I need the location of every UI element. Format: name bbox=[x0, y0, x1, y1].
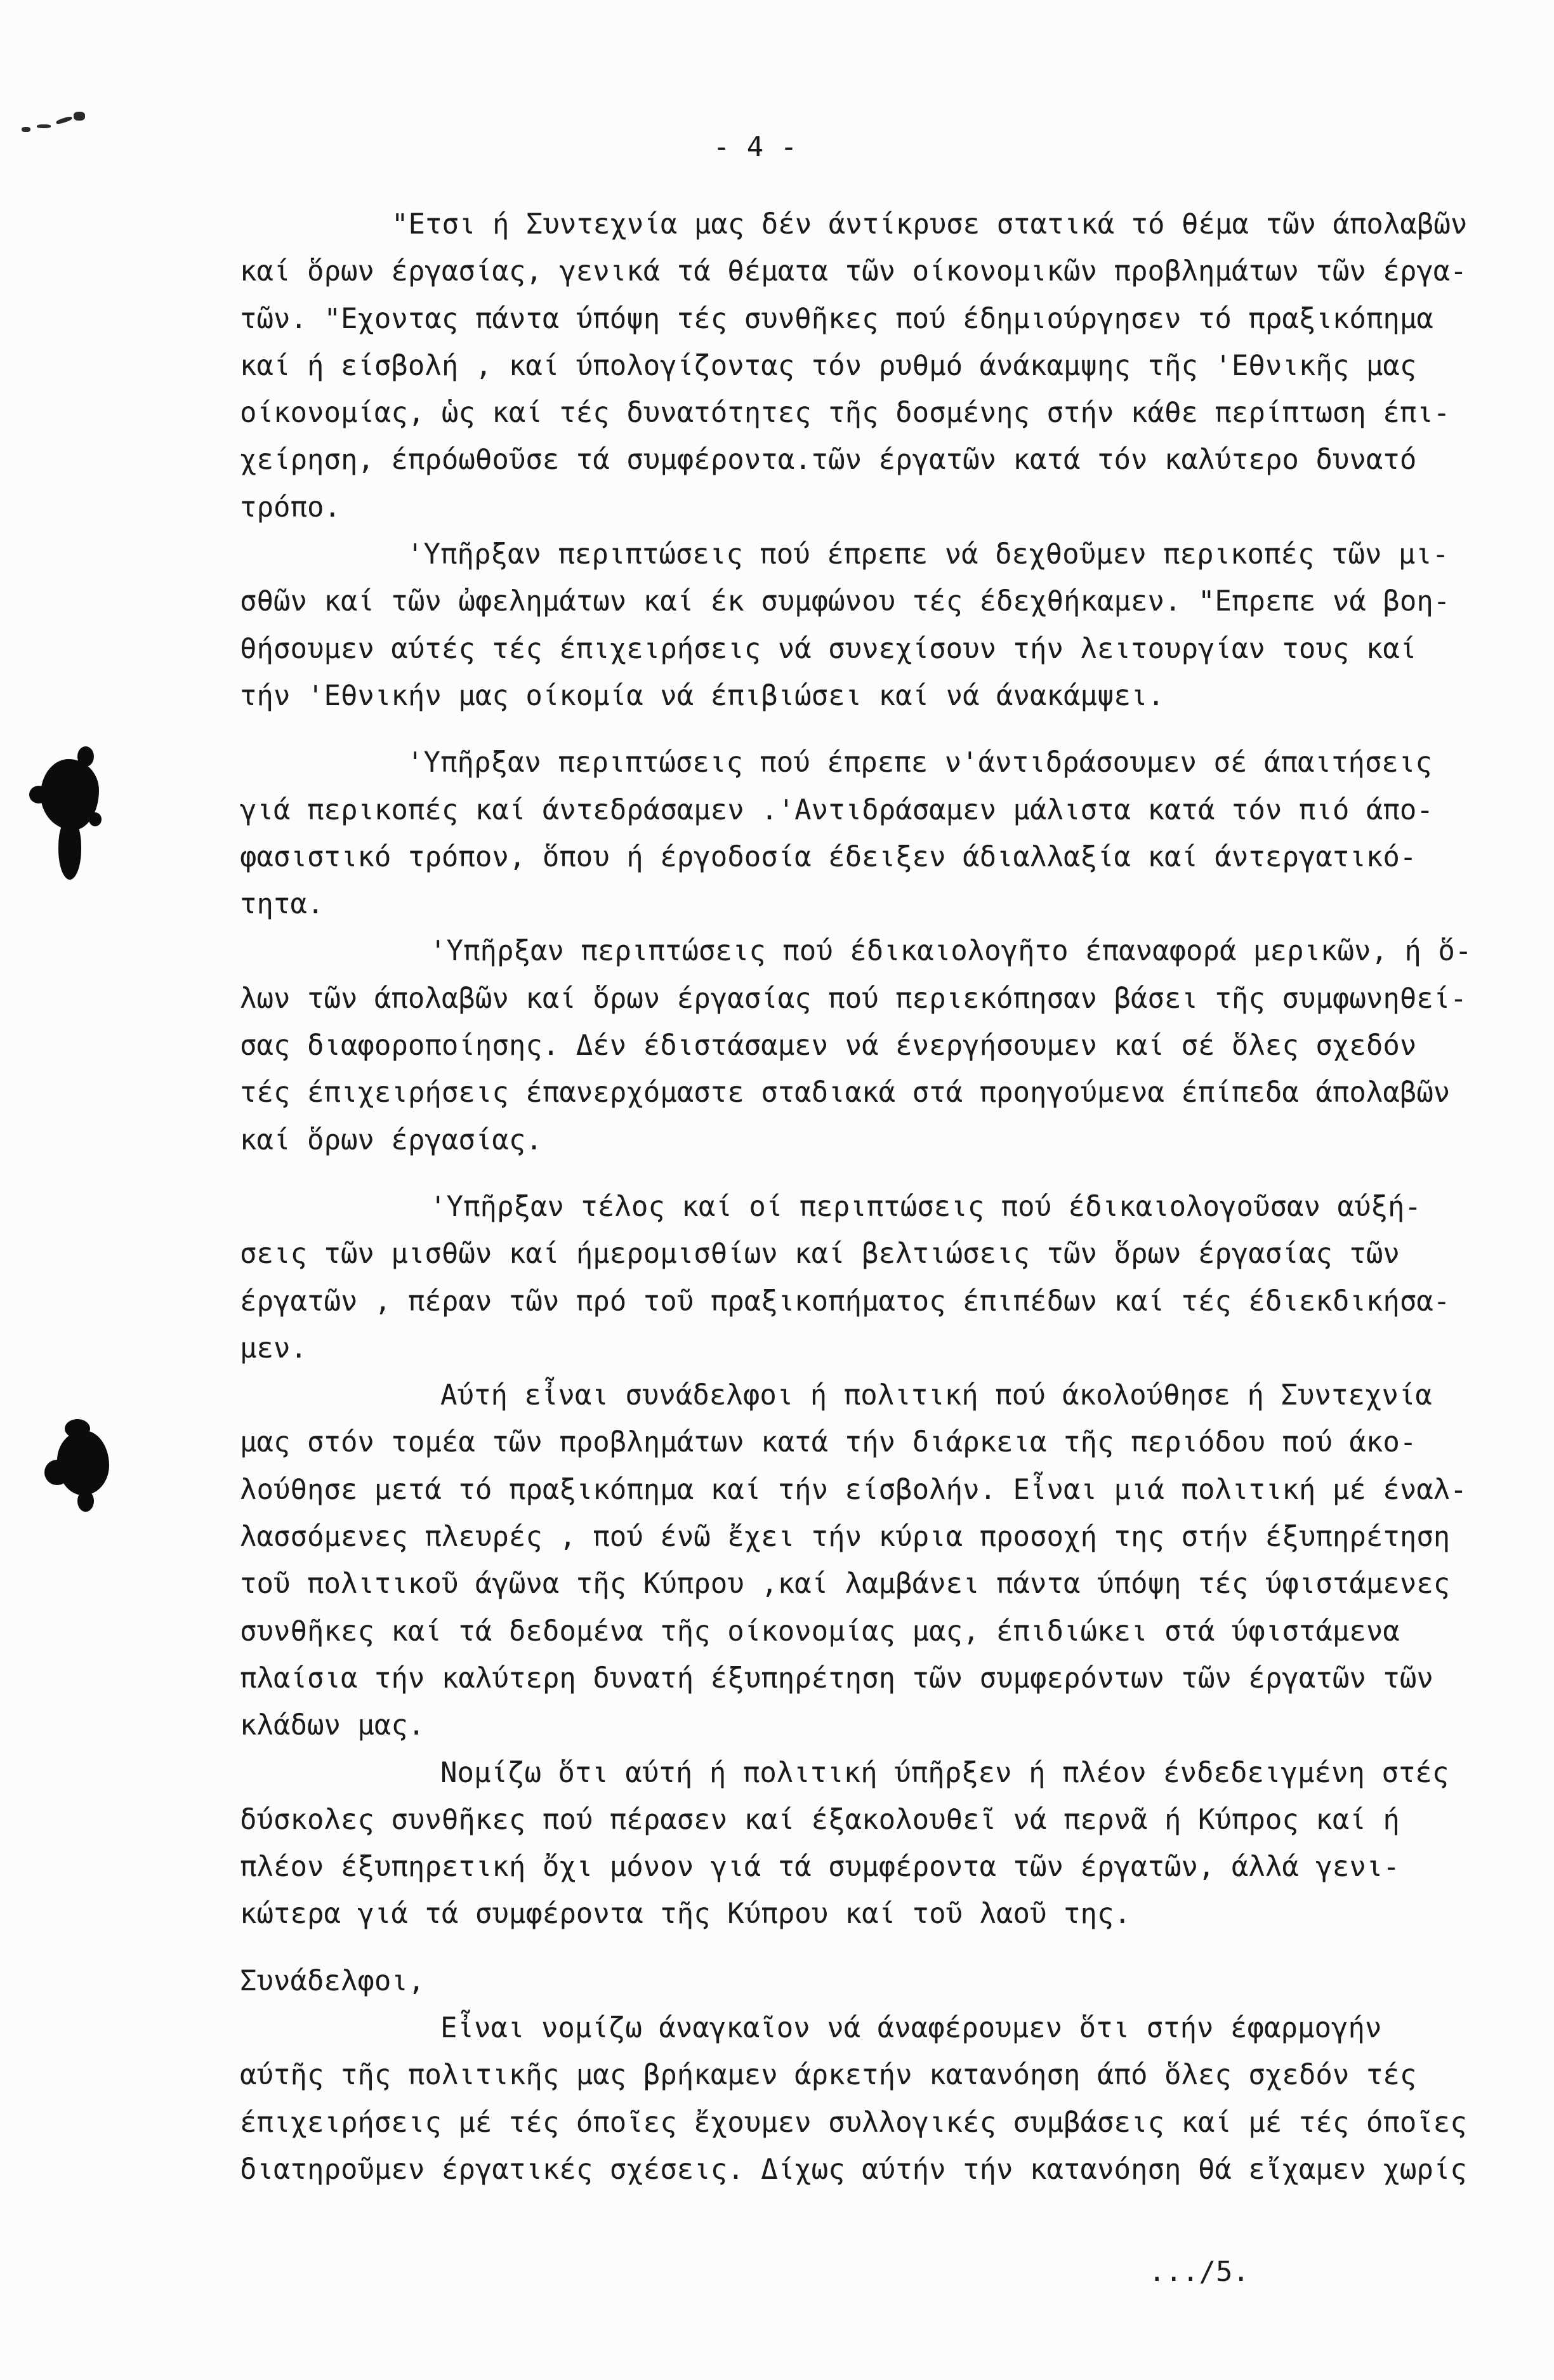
text-line: σθῶν καί τῶν ὠφελημάτων καί έκ συμφώνου τές έδεχθήκαμεν. "Επρεπε νά βοη- bbox=[240, 585, 1451, 618]
text-line: τές έπιχειρήσεις έπανερχόμαστε σταδιακά στά προηγούμενα έπίπεδα άπολαβῶν bbox=[240, 1076, 1451, 1109]
text-line: 'Υπῆρξαν περιπτώσεις πού έπρεπε ν'άντιδράσουμεν σέ άπαιτήσεις bbox=[407, 746, 1432, 779]
text-line: Αύτή εἶναι συνάδελφοι ή πολιτική πού άκολούθησε ή Συντεχνία bbox=[440, 1379, 1432, 1412]
text-line: θήσουμεν αύτές τές έπιχειρήσεις νά συνεχίσουν τήν λειτουργίαν τους καί bbox=[240, 632, 1417, 665]
text-line: μεν. bbox=[240, 1332, 307, 1365]
text-line: έργατῶν , πέραν τῶν πρό τοῦ πραξικοπήματος έπιπέδων καί τές έδιεκδικήσα- bbox=[240, 1285, 1451, 1318]
text-line: γιά περικοπές καί άντεδράσαμεν .'Αντιδράσαμεν μάλιστα κατά τόν πιό άπο- bbox=[240, 793, 1433, 826]
text-line: έπιχειρήσεις μέ τές όποῖες ἔχουμεν συλλογικές συμβάσεις καί μέ τές όποῖες bbox=[240, 2106, 1467, 2139]
text-line: μας στόν τομέα τῶν προβλημάτων κατά τήν διάρκεια τῆς περιόδου πού άκο- bbox=[240, 1426, 1417, 1459]
paragraph bbox=[240, 531, 1534, 720]
paragraph bbox=[240, 1372, 1534, 1749]
text-line: "Ετσι ή Συντεχνία μας δέν άντίκρυσε στατικά τό θέμα τῶν άπολαβῶν bbox=[392, 208, 1468, 241]
text-line: χείρηση, έπρόωθοῦσε τά συμφέροντα.τῶν έργατῶν κατά τόν καλύτερο δυνατό bbox=[240, 444, 1417, 477]
text-line: καί ὅρων έργασίας, γενικά τά θέματα τῶν οίκονομικῶν προβλημάτων τῶν έργα- bbox=[240, 255, 1467, 288]
text-line: τρόπο. bbox=[240, 491, 341, 524]
paragraph bbox=[240, 928, 1534, 1163]
text-line: πλέον έξυπηρετική ὄχι μόνον γιά τά συμφέροντα τῶν έργατῶν, άλλά γενι- bbox=[240, 1851, 1400, 1884]
text-line: δύσκολες συνθῆκες πού πέρασεν καί έξακολουθεῖ νά περνᾶ ή Κύπρος καί ή bbox=[240, 1803, 1400, 1836]
continuation-marker: .../5. bbox=[1149, 2256, 1249, 2288]
text-line: κλάδων μας. bbox=[240, 1709, 425, 1742]
paragraph bbox=[240, 1184, 1534, 1372]
text-line: 'Υπῆρξαν περιπτώσεις πού έδικαιολογῆτο έπαναφορά μερικῶν, ή ὅ- bbox=[430, 935, 1472, 968]
paragraph bbox=[240, 201, 1534, 531]
text-line: τητα. bbox=[240, 888, 324, 921]
salutation-block bbox=[240, 1958, 1534, 2005]
text-line: πλαίσια τήν καλύτερη δυνατή έξυπηρέτηση τῶν συμφερόντων τῶν έργατῶν τῶν bbox=[240, 1662, 1433, 1695]
text-line: Νομίζω ὅτι αύτή ή πολιτική ύπῆρξεν ή πλέον ένδεδειγμένη στές bbox=[440, 1756, 1449, 1789]
text-line: καί ὅρων έργασίας. bbox=[240, 1123, 543, 1156]
page-number: - 4 - bbox=[713, 131, 798, 163]
text-line: φασιστικό τρόπον, ὅπου ή έργοδοσία έδειξεν άδιαλλαξία καί άντεργατικό- bbox=[240, 840, 1417, 873]
text-line: 'Υπῆρξαν περιπτώσεις πού έπρεπε νά δεχθοῦμεν περικοπές τῶν μι- bbox=[407, 538, 1449, 571]
text-line: λούθησε μετά τό πραξικόπημα καί τήν είσβολήν. Εἶναι μιά πολιτική μέ έναλ- bbox=[240, 1473, 1467, 1506]
text-line: αύτῆς τῆς πολιτικῆς μας βρήκαμεν άρκετήν κατανόηση άπό ὅλες σχεδόν τές bbox=[240, 2059, 1417, 2092]
paragraph bbox=[240, 2005, 1534, 2193]
text-line: καί ή είσβολή , καί ύπολογίζοντας τόν ρυθμό άνάκαμψης τῆς 'Εθνικῆς μας bbox=[240, 349, 1417, 382]
text-line: κώτερα γιά τά συμφέροντα τῆς Κύπρου καί τοῦ λαοῦ της. bbox=[240, 1898, 1131, 1931]
text-line: σεις τῶν μισθῶν καί ήμερομισθίων καί βελτιώσεις τῶν ὅρων έργασίας τῶν bbox=[240, 1238, 1400, 1271]
text-line: σας διαφοροποίησης. Δέν έδιστάσαμεν νά ένεργήσουμεν καί σέ ὅλες σχεδόν bbox=[240, 1029, 1417, 1062]
text-line: τῶν. "Εχοντας πάντα ύπόψη τές συνθῆκες πού έδημιούργησεν τό πραξικόπημα bbox=[240, 302, 1433, 335]
text-line: λασσόμενες πλευρές , πού ένῶ ἔχει τήν κύρια προσοχή της στήν έξυπηρέτηση bbox=[240, 1521, 1451, 1554]
text-line: διατηροῦμεν έργατικές σχέσεις. Δίχως αύτήν τήν κατανόηση θά εἴχαμεν χωρίς bbox=[240, 2153, 1467, 2186]
document-body bbox=[240, 201, 1534, 2193]
paragraph bbox=[240, 739, 1534, 928]
text-line: 'Υπῆρξαν τέλος καί οί περιπτώσεις πού έδικαιολογοῦσαν αύξή- bbox=[430, 1190, 1421, 1223]
text-line: λων τῶν άπολαβῶν καί ὅρων έργασίας πού περιεκόπησαν βάσει τῆς συμφωνηθεί- bbox=[240, 982, 1467, 1015]
text-line: Εἶναι νομίζω άναγκαῖον νά άναφέρουμεν ὅτι στήν έφαρμογήν bbox=[440, 2011, 1382, 2044]
text-line: οίκονομίας, ὡς καί τές δυνατότητες τῆς δοσμένης στήν κάθε περίπτωση έπι- bbox=[240, 397, 1451, 430]
text-line: τήν 'Εθνικήν μας οίκομία νά έπιβιώσει καί νά άνακάμψει. bbox=[240, 679, 1164, 712]
text-line: συνθῆκες καί τά δεδομένα τῆς οίκονομίας μας, έπιδιώκει στά ύφιστάμενα bbox=[240, 1615, 1400, 1648]
text-line: τοῦ πολιτικοῦ άγῶνα τῆς Κύπρου ,καί λαμβάνει πάντα ύπόψη τές ύφιστάμενες bbox=[240, 1568, 1451, 1601]
salutation: Συνάδελφοι, bbox=[240, 1964, 425, 1997]
paragraph bbox=[240, 1750, 1534, 1938]
